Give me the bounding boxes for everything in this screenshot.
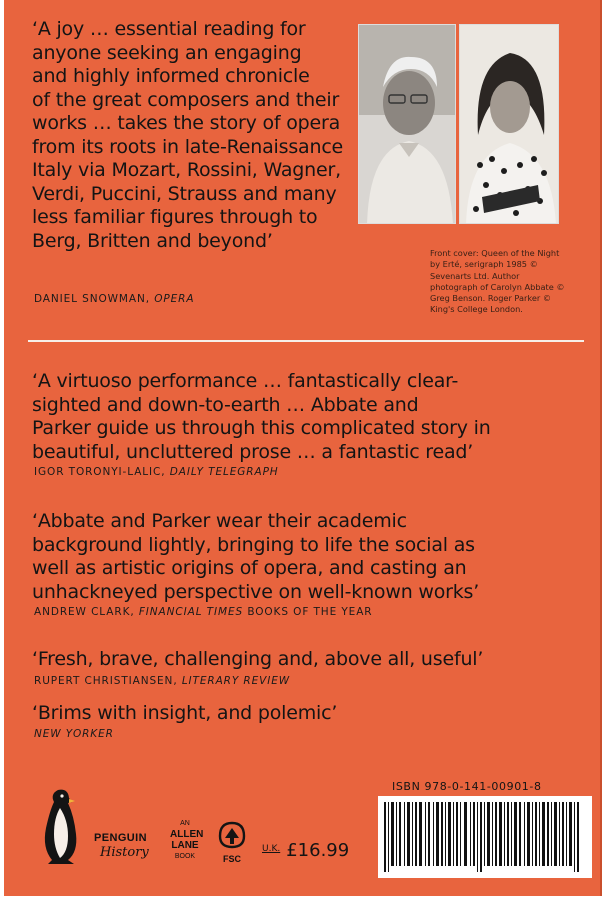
- fsc-tree-icon: [217, 820, 247, 850]
- quote-2: [32, 370, 491, 464]
- quote-line: Verdi, Puccini, Strauss and many: [32, 182, 337, 205]
- isbn-number: ISBN 978-0-141-00901-8: [392, 780, 542, 793]
- book-back-cover: [4, 0, 602, 896]
- penguin-imprint: History: [100, 845, 149, 860]
- quote-3-attribution: [34, 606, 373, 618]
- quote-1-attribution: [34, 293, 194, 305]
- allen-lane-line: LANE: [171, 840, 199, 851]
- quote-line: ‘A virtuoso performance … fantastically clear-: [32, 370, 459, 392]
- attribution-author: ANDREW CLARK,: [34, 606, 135, 618]
- barcode: [378, 796, 592, 878]
- penguin-wordmark: PENGUIN: [94, 832, 147, 844]
- quote-line: ‘Brims with insight, and polemic’: [32, 702, 338, 724]
- fsc-label: FSC: [223, 854, 241, 864]
- quote-line: ‘A joy … essential reading for: [32, 18, 306, 40]
- penguin-icon: [38, 786, 84, 866]
- quote-4-attribution: [34, 675, 290, 687]
- attribution-author: RUPERT CHRISTIANSEN,: [34, 675, 178, 687]
- quote-2-attribution: [34, 466, 279, 478]
- attribution-author: IGOR TORONYI-LALIC,: [34, 466, 166, 478]
- quote-line: background lightly, bringing to life the social as: [32, 533, 475, 556]
- quote-5-attribution: [34, 728, 114, 740]
- quote-4: [32, 648, 483, 672]
- section-divider: [28, 340, 584, 342]
- cover-credits-caption: Front cover: Queen of the Night by Erté, serigraph 1985 © Sevenarts Ltd. Author photograph of Carolyn Abbate © Greg Benson. Roger Parker © King's College London.: [430, 248, 565, 315]
- price-region: U.K.: [262, 844, 281, 854]
- quote-line: of the great composers and their: [32, 88, 340, 111]
- attribution-source: DAILY TELEGRAPH: [169, 466, 279, 478]
- attribution-suffix: BOOKS OF THE YEAR: [247, 606, 373, 618]
- allen-lane-line: BOOK: [174, 853, 196, 860]
- quote-line: ‘Fresh, brave, challenging and, above all, useful’: [32, 648, 484, 670]
- attribution-source: OPERA: [154, 293, 195, 305]
- quote-line: anyone seeking an engaging: [32, 41, 302, 64]
- fsc-logo: [214, 820, 250, 864]
- quote-line: beautiful, uncluttered prose … a fantastic read’: [32, 440, 474, 463]
- quote-line: Berg, Britten and beyond’: [32, 229, 273, 252]
- allen-lane-logo: [170, 818, 204, 862]
- barcode-icon: [378, 796, 592, 878]
- allen-lane-line: ALLEN: [170, 829, 204, 840]
- penguin-logo: [38, 786, 84, 870]
- quote-line: from its roots in late-Renaissance: [32, 135, 344, 158]
- quote-3: [32, 510, 479, 604]
- allen-lane-line: AN: [180, 820, 190, 827]
- attribution-source: LITERARY REVIEW: [181, 675, 291, 687]
- quote-line: less familiar figures through to: [32, 206, 318, 228]
- price-amount: £16.99: [286, 840, 350, 861]
- quote-line: sighted and down-to-earth … Abbate and: [32, 393, 419, 416]
- quote-line: ‘Abbate and Parker wear their academic: [32, 510, 407, 532]
- quote-line: Parker guide us through this complicated story in: [32, 417, 491, 439]
- quote-1: [32, 18, 343, 253]
- quote-line: and highly informed chronicle: [32, 65, 310, 87]
- attribution-author: DANIEL SNOWMAN,: [34, 293, 150, 305]
- attribution-source: NEW YORKER: [34, 728, 114, 740]
- author-photo-carolyn-abbate: [459, 24, 559, 224]
- price-label: [262, 840, 349, 861]
- quote-line: unhackneyed perspective on well-known works’: [32, 580, 480, 603]
- quote-5: [32, 702, 337, 726]
- author-photo-roger-parker: [358, 24, 456, 224]
- attribution-source: FINANCIAL TIMES: [138, 606, 244, 618]
- quote-line: well as artistic origins of opera, and casting an: [32, 557, 467, 579]
- quote-line: works … takes the story of opera: [32, 112, 341, 134]
- quote-line: Italy via Mozart, Rossini, Wagner,: [32, 159, 341, 181]
